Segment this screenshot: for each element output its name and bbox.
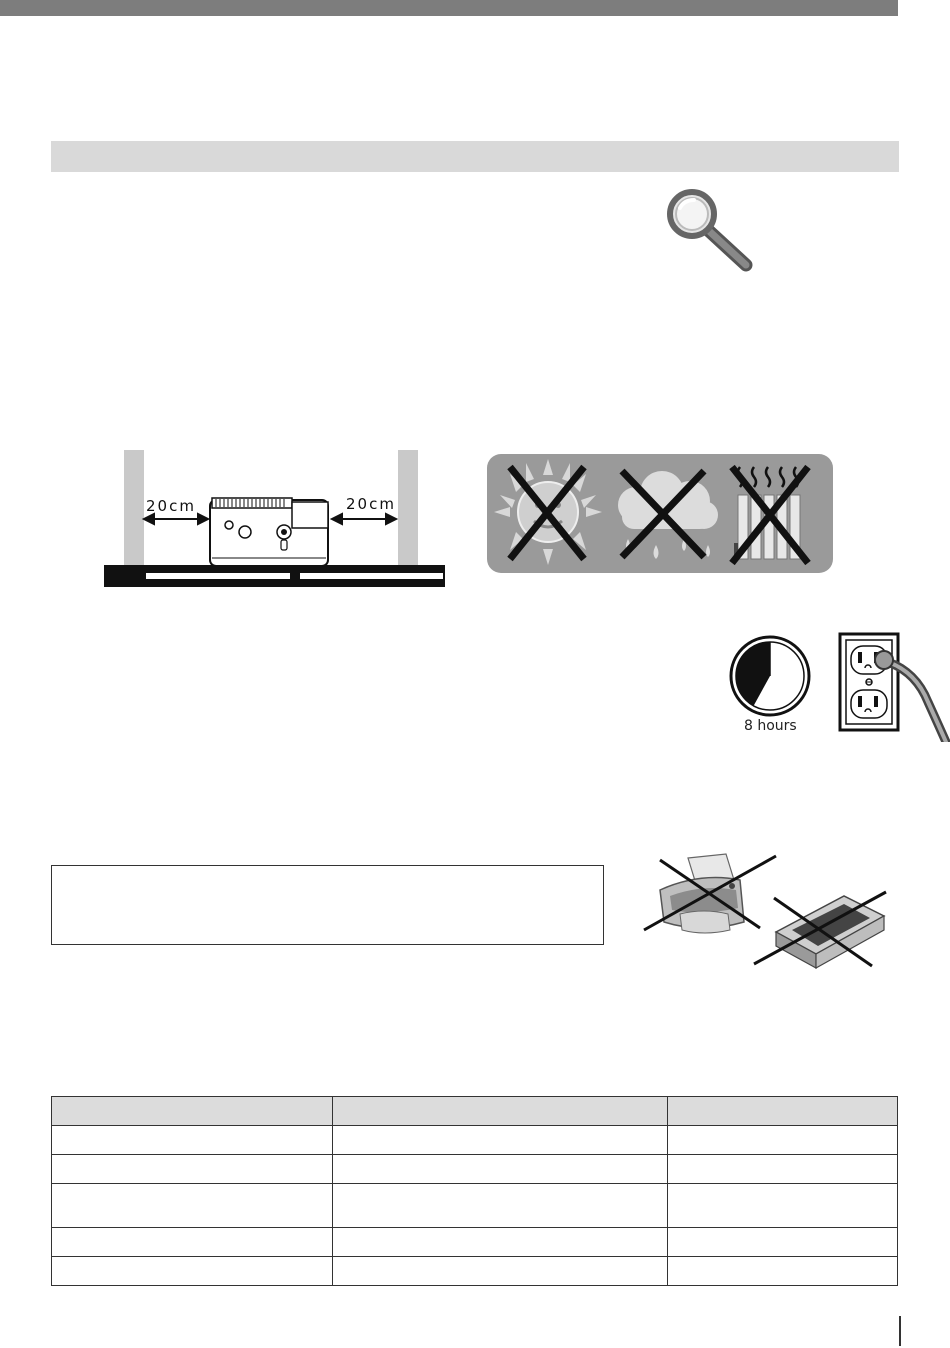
spec-table	[51, 1096, 898, 1286]
note-box	[51, 865, 604, 945]
table-cell	[668, 1155, 898, 1184]
clearance-diagram	[104, 448, 448, 590]
table-row	[52, 1257, 898, 1286]
table-cell	[333, 1184, 668, 1228]
section-heading-bar	[51, 141, 899, 172]
device-unit	[210, 498, 328, 566]
page-header-bar	[0, 0, 898, 16]
magnifying-glass-icon	[664, 188, 760, 274]
table-cell	[668, 1184, 898, 1228]
table-cell	[668, 1126, 898, 1155]
table-header-row	[52, 1097, 898, 1126]
table-cell	[52, 1126, 333, 1155]
table-cell	[52, 1228, 333, 1257]
table-header-cell	[668, 1097, 898, 1126]
page-number-rule	[899, 1316, 901, 1346]
table-cell	[333, 1257, 668, 1286]
table-row	[52, 1228, 898, 1257]
table-cell	[333, 1155, 668, 1184]
left-wall	[124, 450, 144, 568]
table-row	[52, 1126, 898, 1155]
table-cell	[668, 1228, 898, 1257]
clearance-left-label: 20cm	[146, 497, 196, 515]
right-wall	[398, 450, 418, 568]
table-cell	[52, 1155, 333, 1184]
table-row	[52, 1155, 898, 1184]
table-header-cell	[52, 1097, 333, 1126]
table-cell	[668, 1257, 898, 1286]
table-cell	[333, 1228, 668, 1257]
environment-warning-panel	[486, 453, 834, 575]
table-header-cell	[333, 1097, 668, 1126]
power-outlet-icon	[838, 632, 950, 742]
clearance-right-label: 20cm	[346, 495, 396, 513]
table-cell	[52, 1184, 333, 1228]
table-cell	[333, 1126, 668, 1155]
scanner-icon	[752, 888, 892, 976]
table-cell	[52, 1257, 333, 1286]
timer-icon	[728, 634, 812, 718]
table-row	[52, 1184, 898, 1228]
timer-label: 8 hours	[744, 718, 797, 734]
